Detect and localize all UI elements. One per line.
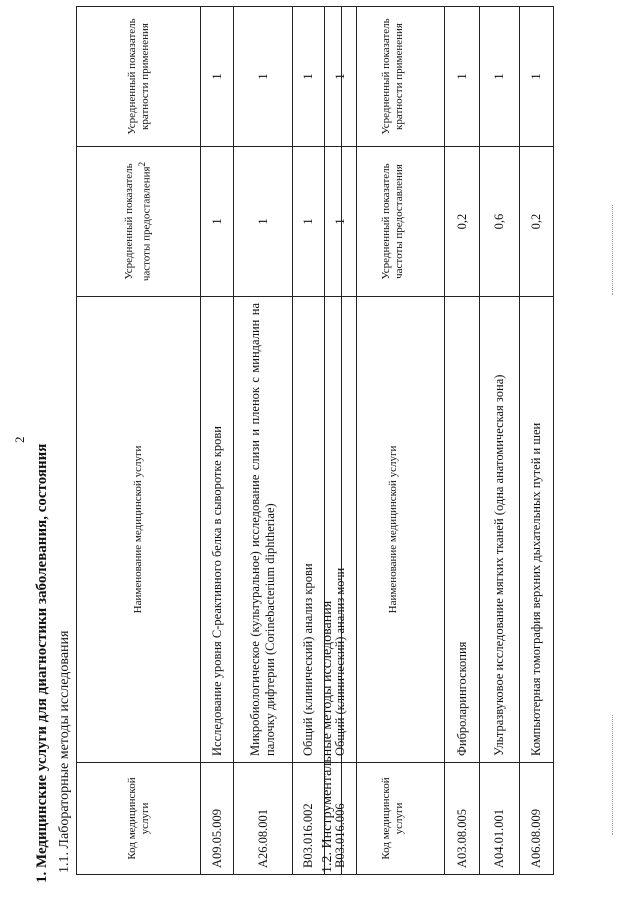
lab-section-title: 1.1. Лабораторные методы исследования	[57, 630, 72, 873]
service-code: A26.08.001	[234, 763, 293, 875]
service-name: Общий (клинический) анализ мочи	[325, 297, 357, 763]
scan-artifact-line	[612, 715, 613, 835]
section-title: 1. Медицинские услуги для диагностики заболевания, состояния	[34, 443, 50, 883]
header-mult: Усредненный показатель кратности применения	[77, 7, 201, 147]
multiplicity-value: 1	[480, 7, 520, 147]
service-code: A04.01.001	[480, 763, 520, 875]
frequency-value: 0,6	[480, 147, 520, 297]
service-name: Ультразвуковое исследование мягких тканей (одна анатомическая зона)	[480, 297, 520, 763]
table-row	[234, 7, 293, 875]
service-name: Компьютерная томография верхних дыхательных путей и шеи	[520, 297, 554, 763]
service-code: A09.05.009	[201, 763, 234, 875]
multiplicity-value: 1	[234, 7, 293, 147]
frequency-value: 1	[234, 147, 293, 297]
table-row	[520, 7, 554, 875]
header-name: Наименование медицинской услуги	[342, 297, 445, 763]
service-code: B03.016.006	[325, 763, 357, 875]
page-number: 2	[12, 436, 27, 443]
header-name: Наименование медицинской услуги	[77, 297, 201, 763]
lab-table	[76, 6, 357, 875]
header-code: Код медицинской услуги	[77, 763, 201, 875]
service-name: Фиброларингоскопия	[445, 297, 480, 763]
scan-artifact-line	[612, 205, 613, 295]
header-freq	[77, 147, 201, 297]
multiplicity-value: 1	[201, 7, 234, 147]
service-name: Микробиологическое (культуральное) исследование слизи и пленок с миндалин на палочку дифтерии (Corinebacterium diphtheriae)	[234, 297, 293, 763]
multiplicity-value: 1	[445, 7, 480, 147]
service-name: Исследование уровня С-реактивного белка в сыворотке крови	[201, 297, 234, 763]
multiplicity-value: 1	[325, 7, 357, 147]
service-code: B03.016.002	[293, 763, 325, 875]
frequency-value: 0,2	[520, 147, 554, 297]
lab-table-header-row	[77, 7, 201, 875]
multiplicity-value: 1	[520, 7, 554, 147]
service-name: Общий (клинический) анализ крови	[293, 297, 325, 763]
instr-table-header-row	[342, 7, 445, 875]
footnote-mark: 2	[137, 161, 148, 167]
frequency-value: 1	[325, 147, 357, 297]
service-code: A03.08.005	[445, 763, 480, 875]
instr-table	[341, 6, 554, 875]
frequency-value: 0,2	[445, 147, 480, 297]
header-code: Код медицинской услуги	[342, 763, 445, 875]
header-mult: Усредненный показатель кратности применения	[342, 7, 445, 147]
table-row	[201, 7, 234, 875]
header-freq-text: Усредненный показатель частоты предоставления	[123, 163, 153, 282]
table-row	[480, 7, 520, 875]
frequency-value: 1	[293, 147, 325, 297]
service-code: A06.08.009	[520, 763, 554, 875]
frequency-value: 1	[201, 147, 234, 297]
table-row	[445, 7, 480, 875]
instr-section-title: 1.2. Инструментальные методы исследования	[320, 600, 335, 873]
multiplicity-value: 1	[293, 7, 325, 147]
header-freq: Усредненный показатель частоты предоставления	[342, 147, 445, 297]
